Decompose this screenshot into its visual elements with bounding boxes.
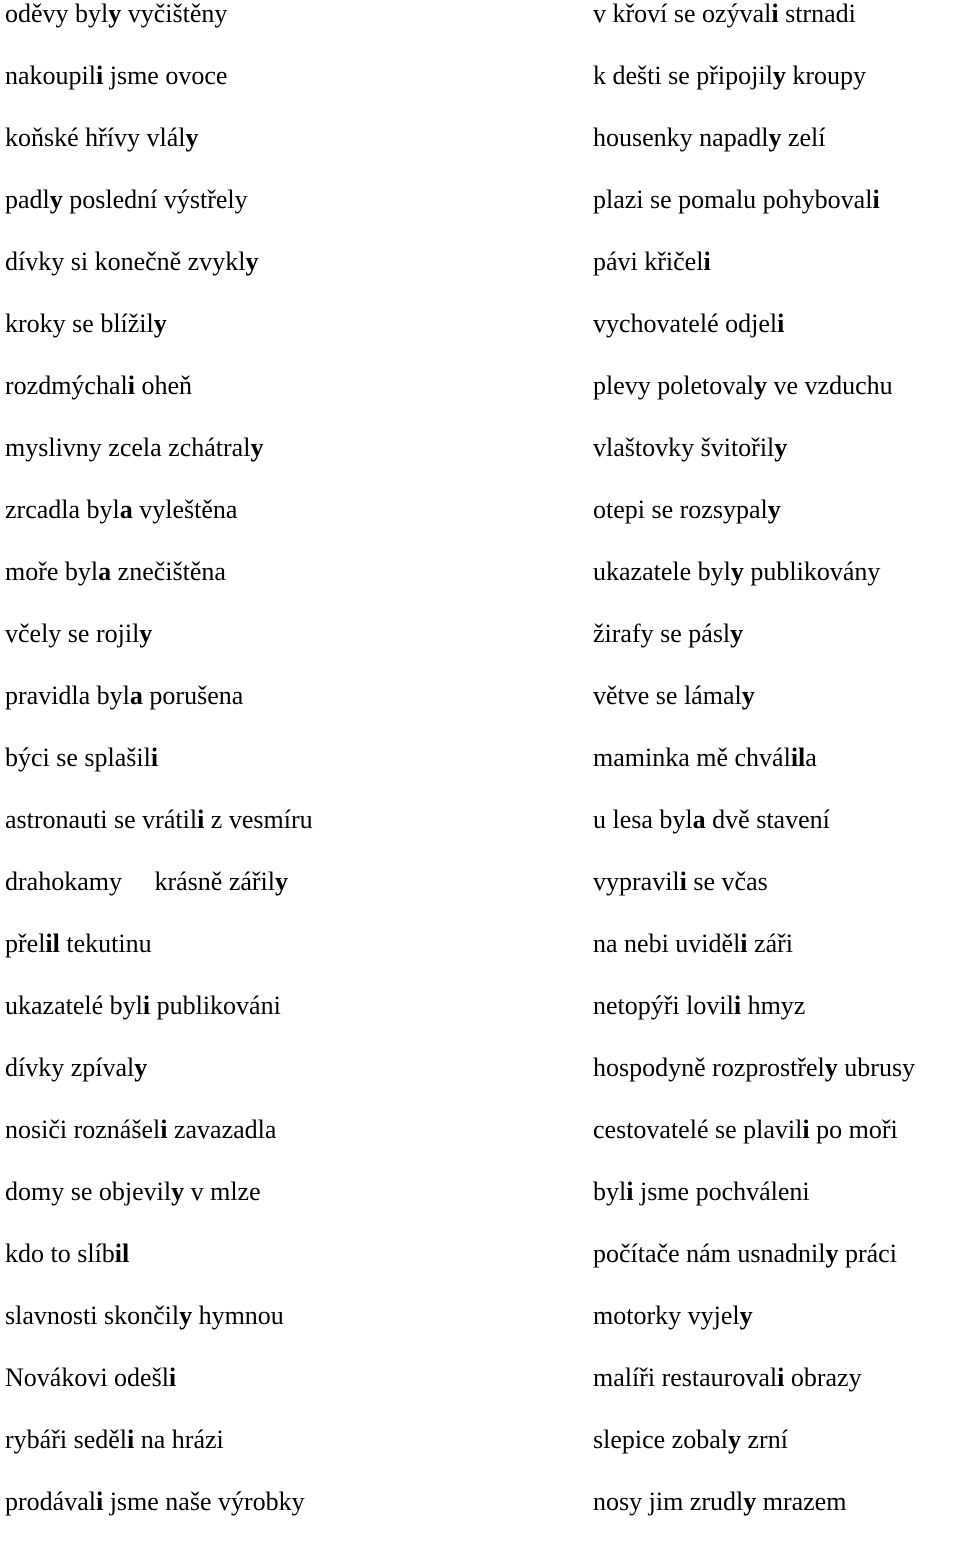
sentence-line	[593, 1240, 960, 1302]
ending-highlight: i	[160, 1115, 168, 1144]
ending-highlight: y	[171, 1177, 185, 1206]
sentence-text: práci	[838, 1239, 897, 1268]
sentence-text: ukazatelé byl	[5, 991, 143, 1020]
sentence-line	[5, 930, 575, 992]
sentence-line	[593, 620, 960, 682]
sentence-line	[5, 558, 575, 620]
ending-highlight: a	[129, 681, 143, 710]
sentence-line	[593, 1178, 960, 1240]
sentence-text: a	[805, 743, 817, 772]
sentence-text: ubrusy	[837, 1053, 916, 1082]
sentence-line	[593, 1488, 960, 1550]
sentence-text: vypravil	[593, 867, 680, 896]
sentence-text: maminka mě chvál	[593, 743, 791, 772]
sentence-line	[5, 124, 575, 186]
sentence-text: myslivny zcela zchátral	[5, 433, 251, 462]
sentence-text: na nebi uviděl	[593, 929, 741, 958]
sentence-text: znečištěna	[111, 557, 226, 586]
sentence-text: koňské hřívy vlál	[5, 123, 186, 152]
sentence-text: větve se lámal	[593, 681, 742, 710]
sentence-text: z vesmíru	[204, 805, 313, 834]
ending-highlight: y	[730, 619, 744, 648]
sentence-text: kroky se blížil	[5, 309, 154, 338]
sentence-text: oheň	[134, 371, 193, 400]
sentence-text: kdo to slíb	[5, 1239, 115, 1268]
sentence-text: rybáři seděl	[5, 1425, 128, 1454]
ending-highlight: y	[767, 495, 781, 524]
sentence-text: rozdmýchal	[5, 371, 128, 400]
ending-highlight: y	[245, 247, 259, 276]
sentence-text: na hrázi	[134, 1425, 224, 1454]
sentence-text: hymnou	[192, 1301, 284, 1330]
sentence-line	[593, 62, 960, 124]
ending-highlight: i	[740, 929, 748, 958]
sentence-text: publikováni	[150, 991, 281, 1020]
ending-highlight: il	[45, 929, 60, 958]
ending-highlight: i	[127, 1425, 135, 1454]
sentence-text: slepice zobal	[593, 1425, 728, 1454]
right-column	[593, 0, 960, 1550]
sentence-text: býci se splašil	[5, 743, 151, 772]
ending-highlight: y	[134, 1053, 148, 1082]
ending-highlight: y	[739, 1301, 753, 1330]
sentence-text: včely se rojil	[5, 619, 140, 648]
sentence-line	[593, 744, 960, 806]
sentence-line	[593, 1302, 960, 1364]
sentence-line	[593, 806, 960, 868]
sentence-line	[593, 1116, 960, 1178]
sentence-line	[593, 992, 960, 1054]
sentence-line	[5, 1426, 575, 1488]
ending-highlight: i	[703, 247, 711, 276]
ending-highlight: y	[179, 1301, 193, 1330]
ending-highlight: i	[96, 61, 104, 90]
ending-highlight: i	[872, 185, 880, 214]
sentence-text: pravidla byl	[5, 681, 130, 710]
ending-highlight: i	[802, 1115, 810, 1144]
sentence-text: slavnosti skončil	[5, 1301, 180, 1330]
sentence-text: počítače nám usnadnil	[593, 1239, 826, 1268]
ending-highlight: i	[150, 743, 159, 772]
sentence-line	[5, 1488, 575, 1550]
ending-highlight: y	[743, 1487, 757, 1516]
sentence-text: vyčištěny	[121, 0, 228, 28]
sentence-text: plevy poletoval	[593, 371, 755, 400]
sentence-text: po moři	[809, 1115, 898, 1144]
sentence-text: kroupy	[785, 61, 866, 90]
sentence-text: ve vzduchu	[767, 371, 893, 400]
ending-highlight: i	[197, 805, 205, 834]
sentence-text: jsme pochváleni	[633, 1177, 810, 1206]
sentence-line	[5, 62, 575, 124]
sentence-text: mrazem	[756, 1487, 847, 1516]
sentence-line	[593, 930, 960, 992]
sentence-line	[593, 434, 960, 496]
sentence-text: u lesa byl	[593, 805, 693, 834]
sentence-text: poslední výstřely	[62, 185, 248, 214]
ending-highlight: a	[692, 805, 706, 834]
sentence-text: domy se objevil	[5, 1177, 172, 1206]
sentence-line	[5, 434, 575, 496]
sentence-text: ukazatele byl	[593, 557, 731, 586]
sentence-text: přel	[5, 929, 46, 958]
sentence-text: plazi se pomalu pohyboval	[593, 185, 873, 214]
ending-highlight: y	[772, 61, 786, 90]
ending-highlight: i	[626, 1177, 634, 1206]
sentence-text: dvě stavení	[705, 805, 830, 834]
sentence-text: zavazadla	[167, 1115, 277, 1144]
ending-highlight: y	[728, 1425, 741, 1454]
ending-highlight: a	[98, 557, 112, 586]
sentence-line	[593, 682, 960, 744]
sentence-line	[593, 1426, 960, 1488]
sentence-text: drahokamy krásně zářil	[5, 867, 276, 896]
sentence-line	[5, 620, 575, 682]
sentence-line	[5, 744, 575, 806]
sentence-line	[593, 1054, 960, 1116]
sentence-line	[593, 372, 960, 434]
sentence-text: v křoví se ozýval	[593, 0, 772, 28]
sentence-line	[5, 992, 575, 1054]
sentence-text: housenky napadl	[593, 123, 769, 152]
sentence-text: astronauti se vrátil	[5, 805, 198, 834]
sentence-line	[593, 558, 960, 620]
sentence-text: malíři restauroval	[593, 1363, 778, 1392]
sentence-line	[5, 310, 575, 372]
sentence-text: publikovány	[743, 557, 881, 586]
left-column	[5, 0, 575, 1550]
sentence-text: jsme ovoce	[103, 61, 228, 90]
ending-highlight: y	[250, 433, 264, 462]
ending-highlight: i	[777, 309, 785, 338]
sentence-text: strnadi	[778, 0, 856, 28]
ending-highlight: y	[824, 1053, 838, 1082]
ending-highlight: y	[275, 867, 289, 896]
ending-highlight: y	[754, 371, 768, 400]
sentence-line	[593, 0, 960, 62]
ending-highlight: i	[733, 991, 742, 1020]
sentence-text: motorky vyjel	[593, 1301, 740, 1330]
sentence-text: žirafy se pásl	[593, 619, 731, 648]
ending-highlight: il	[790, 743, 806, 772]
ending-highlight: i	[95, 1487, 104, 1516]
ending-highlight: i	[771, 0, 779, 28]
ending-highlight: y	[741, 681, 755, 710]
sentence-line	[5, 248, 575, 310]
sentence-line	[593, 1364, 960, 1426]
ending-highlight: y	[768, 123, 782, 152]
sentence-line	[593, 248, 960, 310]
sentence-text: oděvy byl	[5, 0, 109, 28]
sentence-line	[5, 496, 575, 558]
ending-highlight: i	[777, 1363, 785, 1392]
sentence-line	[593, 868, 960, 930]
sentence-line	[5, 868, 575, 930]
sentence-line	[593, 124, 960, 186]
sentence-line	[5, 186, 575, 248]
sentence-line	[593, 310, 960, 372]
ending-highlight: y	[49, 185, 63, 214]
sentence-text: prodával	[5, 1487, 96, 1516]
sentence-text: zrcadla byl	[5, 495, 120, 524]
sentence-text: nosy jim zrudl	[593, 1487, 744, 1516]
sentence-line	[5, 806, 575, 868]
ending-highlight: y	[139, 619, 153, 648]
ending-highlight: il	[114, 1239, 130, 1268]
sentence-text: jsme naše výrobky	[103, 1487, 305, 1516]
sentence-text: záři	[747, 929, 793, 958]
sentence-line	[5, 0, 575, 62]
sentence-line	[5, 1364, 575, 1426]
sentence-line	[5, 1240, 575, 1302]
sentence-text: se včas	[686, 867, 768, 896]
sentence-text: vyleštěna	[132, 495, 238, 524]
sentence-text: otepi se rozsypal	[593, 495, 768, 524]
ending-highlight: i	[142, 991, 151, 1020]
sentence-line	[5, 1116, 575, 1178]
sentence-text: zelí	[781, 123, 826, 152]
sentence-text: moře byl	[5, 557, 99, 586]
ending-highlight: y	[730, 557, 744, 586]
sentence-line	[5, 682, 575, 744]
ending-highlight: y	[825, 1239, 839, 1268]
sentence-text: obrazy	[784, 1363, 862, 1392]
sentence-text: v mlze	[184, 1177, 261, 1206]
ending-highlight: i	[127, 371, 135, 400]
sentence-line	[5, 1054, 575, 1116]
sentence-line	[5, 1302, 575, 1364]
sentence-text: nakoupil	[5, 61, 96, 90]
ending-highlight: a	[119, 495, 133, 524]
ending-highlight: i	[679, 867, 687, 896]
sentence-text: vlaštovky švitořil	[593, 433, 775, 462]
sentence-text: dívky zpíval	[5, 1053, 135, 1082]
sentence-text: cestovatelé se plavil	[593, 1115, 803, 1144]
sentence-text: tekutinu	[59, 929, 152, 958]
ending-highlight: y	[108, 0, 122, 28]
sentence-text: hospodyně rozprostřel	[593, 1053, 825, 1082]
sentence-text: hmyz	[741, 991, 806, 1020]
sentence-text: vychovatelé odjel	[593, 309, 778, 338]
sentence-line	[593, 496, 960, 558]
sentence-line	[5, 1178, 575, 1240]
sentence-text: padl	[5, 185, 50, 214]
sentence-text: byl	[593, 1177, 627, 1206]
ending-highlight: y	[185, 123, 199, 152]
ending-highlight: y	[774, 433, 788, 462]
ending-highlight: i	[168, 1363, 177, 1392]
sentence-text: k dešti se připojil	[593, 61, 773, 90]
sentence-text: zrní	[741, 1425, 788, 1454]
sentence-text: dívky si konečně zvykl	[5, 247, 246, 276]
sentence-text: nosiči roznášel	[5, 1115, 161, 1144]
sentence-line	[5, 372, 575, 434]
sentence-text: netopýři lovil	[593, 991, 734, 1020]
sentence-text: porušena	[142, 681, 244, 710]
ending-highlight: y	[153, 309, 167, 338]
sentence-text: Novákovi odešl	[5, 1363, 169, 1392]
sentence-text: pávi křičel	[593, 247, 704, 276]
sentence-line	[593, 186, 960, 248]
